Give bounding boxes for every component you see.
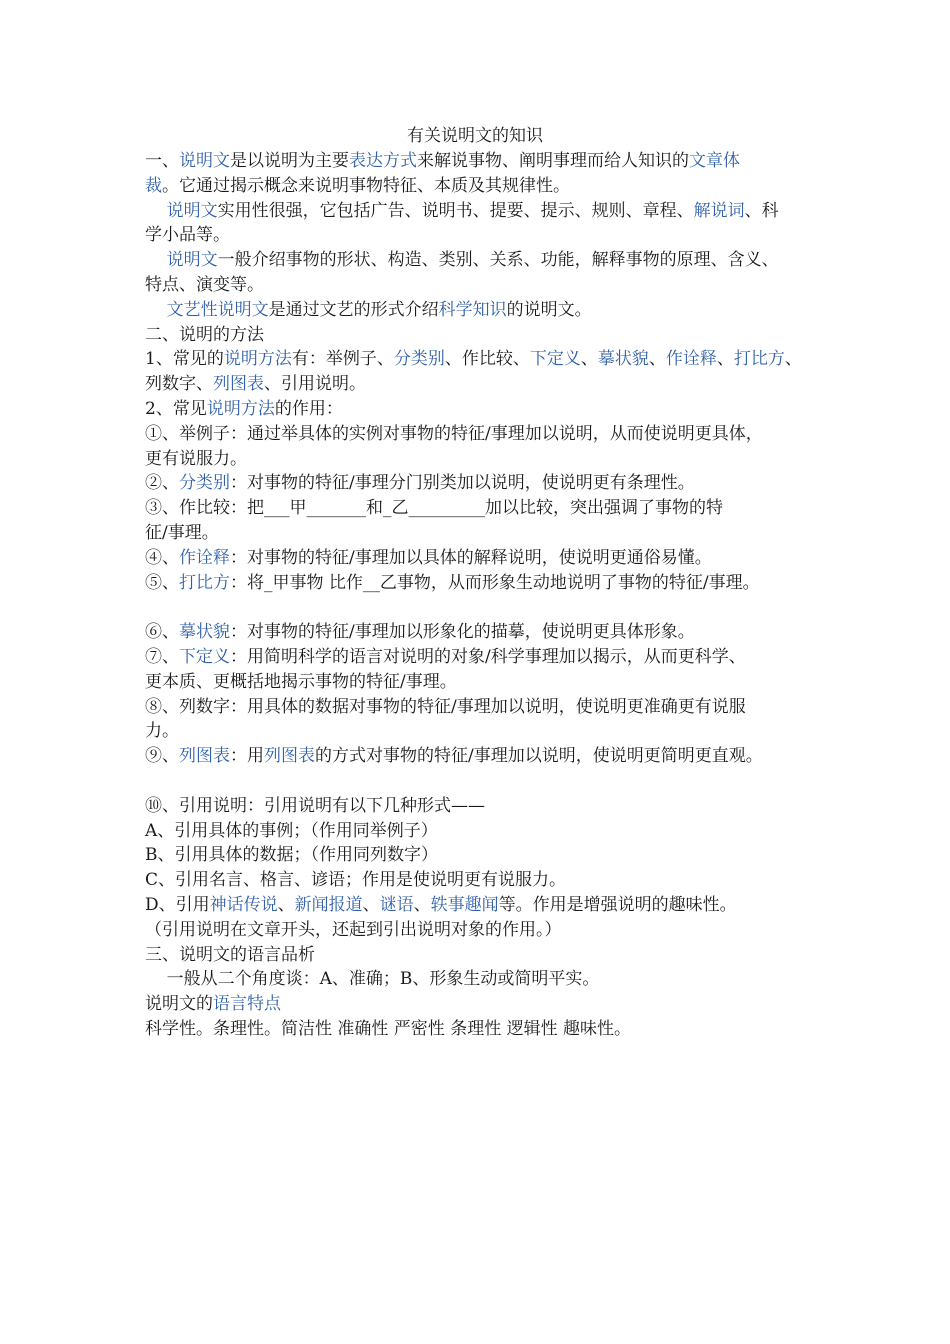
term-link[interactable]: 下定义 [529,349,581,370]
blank-line [145,595,825,620]
text-segment: 学小品等。 [145,225,230,246]
text-segment: 的方式对事物的特征/事理加以说明，使说明更简明更直观。 [315,746,763,767]
text-segment: A、引用具体的事例；（作用同举例子） [145,820,438,841]
term-link[interactable]: 分类别 [393,349,445,370]
text-segment: 、引用说明。 [264,374,366,395]
text-line [145,496,825,521]
text-line [145,943,825,968]
term-link[interactable]: 说明方法 [223,349,292,370]
document-body [145,149,825,1042]
text-segment: ⑦、 [145,646,179,667]
text-segment: 是通过文艺的形式介绍 [268,299,439,320]
text-segment: 、 [648,349,666,370]
text-segment: 三、说明文的语言品析 [145,944,315,965]
term-link[interactable]: 分类别 [179,473,230,494]
text-line [145,843,825,868]
text-segment: 列数字、 [145,374,213,395]
text-segment: ：对事物的特征/事理分门别类加以说明，使说明更有条理性。 [230,473,695,494]
text-segment [145,300,167,320]
term-link[interactable]: 说明方法 [206,398,275,419]
text-segment: ③、作比较：把___甲_______和_乙_________加以比较，突出强调了事物的特 [145,498,723,519]
text-line [145,447,825,472]
text-line [145,174,825,199]
text-segment: ：对事物的特征/事理加以形象化的描摹，使说明更具体形象。 [230,622,695,643]
text-segment [145,201,167,221]
text-line [145,992,825,1017]
term-link[interactable]: 列图表 [179,746,230,767]
text-segment: 一般从二个角度谈：A、准确；B、形象生动或简明平实。 [145,969,600,990]
term-link[interactable]: 打比方 [733,349,785,370]
text-line [145,546,825,571]
text-line [145,298,825,323]
text-line [145,397,825,422]
text-segment: D、引用 [145,894,210,915]
text-segment: 、 [716,349,734,370]
term-link[interactable]: 说明文 [166,250,218,271]
text-segment: 有：举例子、 [291,349,394,370]
text-segment: ⑨、 [145,746,179,767]
text-segment: 的说明文。 [506,299,592,320]
text-line [145,918,825,943]
text-line [145,422,825,447]
term-link[interactable]: 说明文 [179,151,230,171]
term-link[interactable]: 打比方 [179,572,230,593]
text-segment: 、科 [744,200,779,221]
text-segment: 实用性很强，它包括广告、说明书、提要、提示、规则、章程、 [217,200,694,221]
text-segment: 特点、演变等。 [145,274,264,295]
text-line [145,794,825,819]
term-link[interactable]: 科学知识 [438,299,507,320]
text-line [145,571,825,596]
term-link[interactable]: 作诠释 [179,547,230,568]
text-segment: ⑧、列数字：用具体的数据对事物的特征/事理加以说明，使说明更准确更有说服 [145,696,746,717]
term-link[interactable]: 作诠释 [665,349,717,370]
document-title: 有关说明文的知识 [407,126,543,146]
text-segment: 2、常见 [145,398,207,419]
text-line [145,719,825,744]
text-segment: 是以说明为主要 [230,151,349,171]
text-segment: 一、 [145,151,179,171]
term-link[interactable]: 表达方式 [349,151,417,171]
term-link[interactable]: 裁 [145,175,162,196]
text-line [145,893,825,918]
text-segment: ②、 [145,473,179,494]
text-segment: ：用简明科学的语言对说明的对象/科学事理加以揭示，从而更科学、 [230,646,746,667]
text-segment: ：将_甲事物 比作__乙事物，从而形象生动地说明了事物的特征/事理。 [230,572,760,593]
text-segment: ⑤、 [145,572,179,593]
text-segment: 力。 [145,721,179,742]
text-line [145,521,825,546]
text-segment: 更本质、更概括地揭示事物的特征/事理。 [145,671,457,692]
text-segment: 、 [362,894,380,915]
text-segment: 二、说明的方法 [145,324,264,345]
text-segment: ④、 [145,547,179,568]
text-segment: 的作用： [274,398,343,419]
text-segment [145,250,167,270]
text-segment: （引用说明在文章开头，还起到引出说明对象的作用。） [145,919,562,940]
text-segment: ⑩、引用说明：引用说明有以下几种形式—— [145,795,485,816]
term-link[interactable]: 说明文 [166,200,218,221]
term-link[interactable]: 下定义 [179,646,230,667]
term-link[interactable]: 轶事趣闻 [430,894,499,915]
text-line [145,223,825,248]
text-segment: 更有说服力。 [145,448,247,469]
text-segment: 征/事理。 [145,522,219,543]
text-segment: 一般介绍事物的形状、构造、类别、关系、功能，解释事物的原理、含义、 [217,250,779,271]
text-segment: 说明文的 [145,994,213,1015]
term-link[interactable]: 摹状貌 [597,349,649,370]
text-segment: B、引用具体的数据；（作用同列数字） [145,845,438,866]
blank-line [145,769,825,794]
text-line [145,323,825,348]
text-line [145,645,825,670]
text-line [145,1017,825,1042]
text-segment: ⑥、 [145,622,179,643]
text-segment: 。它通过揭示概念来说明事物特征、本质及其规律性。 [162,175,570,196]
text-line [145,620,825,645]
text-segment: 1、常见的 [145,349,224,370]
text-line [145,347,825,372]
text-line [145,149,825,174]
text-segment: C、引用名言、格言、谚语；作用是使说明更有说服力。 [145,870,567,891]
term-link[interactable]: 列图表 [264,746,315,767]
term-link[interactable]: 新闻报道 [294,894,363,915]
term-link[interactable]: 文章体 [689,151,740,171]
text-line [145,248,825,273]
text-line [145,695,825,720]
text-segment: ①、举例子：通过举具体的实例对事物的特征/事理加以说明，从而使说明更具体， [145,423,763,444]
text-segment: 、 [580,349,598,370]
text-segment: 科学性。条理性。简洁性 准确性 严密性 条理性 逻辑性 趣味性。 [145,1018,632,1039]
text-line [145,199,825,224]
text-line [145,744,825,769]
term-link[interactable]: 列图表 [213,374,264,395]
term-link[interactable]: 摹状貌 [179,622,230,643]
text-line [145,819,825,844]
text-segment: 、 [413,894,431,915]
text-line [145,471,825,496]
text-segment: ：用 [230,746,264,767]
term-link[interactable]: 语言特点 [213,994,281,1015]
text-line [145,967,825,992]
text-segment: 等。作用是增强说明的趣味性。 [498,894,737,915]
text-line [145,372,825,397]
term-link[interactable]: 神话传说 [209,894,278,915]
text-line [145,273,825,298]
text-segment: 、作比较、 [444,349,530,370]
text-line [145,868,825,893]
term-link[interactable]: 解说词 [693,200,745,221]
text-segment: ：对事物的特征/事理加以具体的解释说明，使说明更通俗易懂。 [230,547,712,568]
text-line [145,670,825,695]
text-segment: 来解说事物、阐明事理而给人知识的 [417,151,689,171]
term-link[interactable]: 谜语 [379,894,414,915]
term-link[interactable]: 文艺性说明文 [166,299,269,320]
text-segment: 、 [277,894,295,915]
text-segment: 、 [784,349,802,370]
